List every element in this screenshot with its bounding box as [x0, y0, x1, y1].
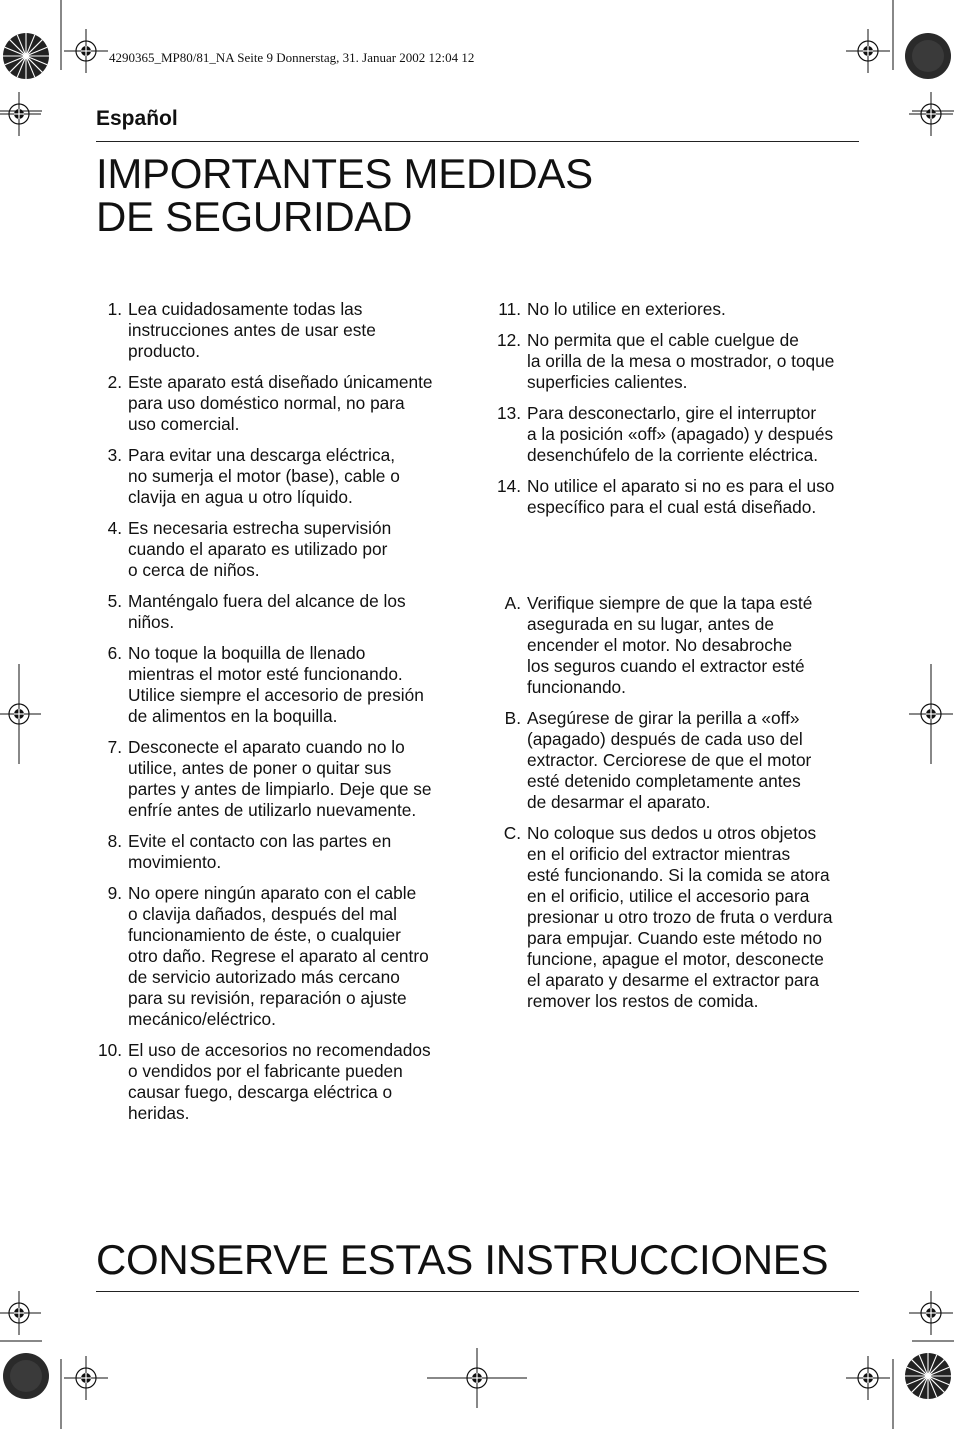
item-line: No opere ningún aparato con el cable: [128, 883, 417, 903]
list-item: [495, 708, 865, 813]
item-line: presionar u otro trozo de fruta o verdura: [527, 907, 833, 927]
print-slug: 4290365_MP80/81_NA Seite 9 Donnerstag, 31. Januar 2002 12:04 12: [109, 50, 475, 65]
item-line: para su revisión, reparación o ajuste: [128, 988, 407, 1008]
item-line: cuando el aparato es utilizado por: [128, 539, 388, 559]
item-text: [527, 593, 865, 698]
item-line: asegurada en su lugar, antes de: [527, 614, 774, 634]
item-line: en el orificio del extractor mientras: [527, 844, 791, 864]
item-line: mecánico/eléctrico.: [128, 1009, 276, 1029]
item-line: uso comercial.: [128, 414, 240, 434]
item-line: heridas.: [128, 1103, 190, 1123]
item-line: No lo utilice en exteriores.: [527, 299, 726, 319]
language-label: Español: [96, 107, 178, 130]
item-line: Para evitar una descarga eléctrica,: [128, 445, 396, 465]
item-number: 6.: [107, 643, 122, 663]
item-line: desenchúfelo de la corriente eléctrica.: [527, 445, 819, 465]
item-line: extractor. Cerciorese de que el motor: [527, 750, 812, 770]
item-number: 8.: [107, 831, 122, 851]
title-line-2: DE SEGURIDAD: [96, 193, 413, 240]
item-number: 4.: [107, 518, 122, 538]
item-line: Asegúrese de girar la perilla a «off»: [527, 708, 800, 728]
letter-column: [495, 593, 865, 1022]
list-item: [495, 593, 865, 698]
item-text: [128, 737, 466, 821]
item-line: esté detenido completamente antes: [527, 771, 801, 791]
item-text: [128, 591, 466, 633]
item-line: El uso de accesorios no recomendados: [128, 1040, 431, 1060]
item-line: instrucciones antes de usar este: [128, 320, 376, 340]
item-text: [527, 330, 865, 393]
list-item: [96, 737, 466, 821]
item-text: [527, 708, 865, 813]
item-line: funcione, apague el motor, desconecte: [527, 949, 824, 969]
list-item: [96, 445, 466, 508]
item-line: de alimentos en la boquilla.: [128, 706, 338, 726]
item-number: 9.: [107, 883, 122, 903]
safety-list-letters: [495, 593, 865, 1012]
list-item: [96, 518, 466, 581]
item-line: Verifique siempre de que la tapa esté: [527, 593, 813, 613]
item-line: los seguros cuando el extractor esté: [527, 656, 805, 676]
item-line: mientras el motor esté funcionando.: [128, 664, 403, 684]
item-line: superficies calientes.: [527, 372, 688, 392]
item-number: 2.: [107, 372, 122, 392]
item-line: No toque la boquilla de llenado: [128, 643, 366, 663]
item-text: [527, 476, 865, 518]
item-line: Evite el contacto con las partes en: [128, 831, 392, 851]
item-line: Desconecte el aparato cuando no lo: [128, 737, 405, 757]
item-line: clavija en agua u otro líquido.: [128, 487, 353, 507]
item-line: esté funcionando. Si la comida se atora: [527, 865, 830, 885]
item-line: enfríe antes de utilizarlo nuevamente.: [128, 800, 417, 820]
item-line: Este aparato está diseñado únicamente: [128, 372, 433, 392]
item-number: 3.: [107, 445, 122, 465]
item-line: remover los restos de comida.: [527, 991, 759, 1011]
item-line: funcionamiento de éste, o cualquier: [128, 925, 401, 945]
title-line-1: IMPORTANTES MEDIDAS: [96, 150, 593, 197]
item-number: 7.: [107, 737, 122, 757]
item-line: niños.: [128, 612, 175, 632]
list-item: [96, 883, 466, 1030]
item-line: movimiento.: [128, 852, 222, 872]
right-column: [495, 299, 865, 528]
list-item: [96, 372, 466, 435]
item-line: causar fuego, descarga eléctrica o: [128, 1082, 393, 1102]
item-line: No permita que el cable cuelgue de: [527, 330, 799, 350]
item-line: en el orificio, utilice el accesorio para: [527, 886, 810, 906]
list-item: [96, 831, 466, 873]
list-item: [495, 330, 865, 393]
item-line: o cerca de niños.: [128, 560, 260, 580]
item-number: 12.: [496, 330, 521, 350]
safety-list-right: [495, 299, 865, 518]
item-line: a la posición «off» (apagado) y después: [527, 424, 834, 444]
item-line: otro daño. Regrese el aparato al centro: [128, 946, 429, 966]
item-text: [128, 445, 466, 508]
item-line: utilice, antes de poner o quitar sus: [128, 758, 392, 778]
item-number: C.: [503, 823, 521, 843]
list-item: [96, 643, 466, 727]
item-number: B.: [504, 708, 521, 728]
item-number: 11.: [498, 299, 521, 319]
item-line: partes y antes de limpiarlo. Deje que se: [128, 779, 432, 799]
item-line: no sumerja el motor (base), cable o: [128, 466, 400, 486]
item-line: Para desconectarlo, gire el interruptor: [527, 403, 817, 423]
item-line: (apagado) después de cada uso del: [527, 729, 803, 749]
item-line: Lea cuidadosamente todas las: [128, 299, 363, 319]
footer-title: CONSERVE ESTAS INSTRUCCIONES: [96, 1236, 829, 1283]
item-text: [128, 372, 466, 435]
item-text: [128, 518, 466, 581]
item-number: 10.: [97, 1040, 122, 1060]
item-number: 14.: [496, 476, 521, 496]
item-line: producto.: [128, 341, 201, 361]
list-item: [495, 299, 865, 320]
left-column: [96, 299, 466, 1134]
item-line: Manténgalo fuera del alcance de los: [128, 591, 406, 611]
item-text: [527, 403, 865, 466]
item-line: específico para el cual está diseñado.: [527, 497, 817, 517]
item-line: o clavija dañados, después del mal: [128, 904, 397, 924]
item-line: para uso doméstico normal, no para: [128, 393, 405, 413]
safety-list-left: [96, 299, 466, 1124]
item-line: No utilice el aparato si no es para el uso: [527, 476, 835, 496]
item-line: el aparato y desarme el extractor para: [527, 970, 820, 990]
item-line: Utilice siempre el accesorio de presión: [128, 685, 424, 705]
item-text: [527, 823, 865, 1012]
item-text: [128, 1040, 466, 1124]
footer-rule: [96, 1291, 859, 1292]
item-text: [128, 643, 466, 727]
item-line: de desarmar el aparato.: [527, 792, 711, 812]
item-text: [527, 299, 865, 320]
page-title: [96, 152, 593, 238]
item-line: encender el motor. No desabroche: [527, 635, 793, 655]
list-item: [96, 299, 466, 362]
item-number: 13.: [496, 403, 521, 423]
item-line: la orilla de la mesa o mostrador, o toque: [527, 351, 835, 371]
item-line: para empujar. Cuando este método no: [527, 928, 822, 948]
list-item: [96, 1040, 466, 1124]
item-line: No coloque sus dedos u otros objetos: [527, 823, 817, 843]
item-line: funcionando.: [527, 677, 626, 697]
item-number: 1.: [107, 299, 122, 319]
item-line: o vendidos por el fabricante pueden: [128, 1061, 403, 1081]
item-line: Es necesaria estrecha supervisión: [128, 518, 392, 538]
item-text: [128, 831, 466, 873]
header-rule: [96, 141, 859, 142]
list-item: [96, 591, 466, 633]
list-item: [495, 403, 865, 466]
item-line: de servicio autorizado más cercano: [128, 967, 400, 987]
item-number: A.: [504, 593, 521, 613]
item-number: 5.: [107, 591, 122, 611]
list-item: [495, 476, 865, 518]
item-text: [128, 299, 466, 362]
list-item: [495, 823, 865, 1012]
item-text: [128, 883, 466, 1030]
